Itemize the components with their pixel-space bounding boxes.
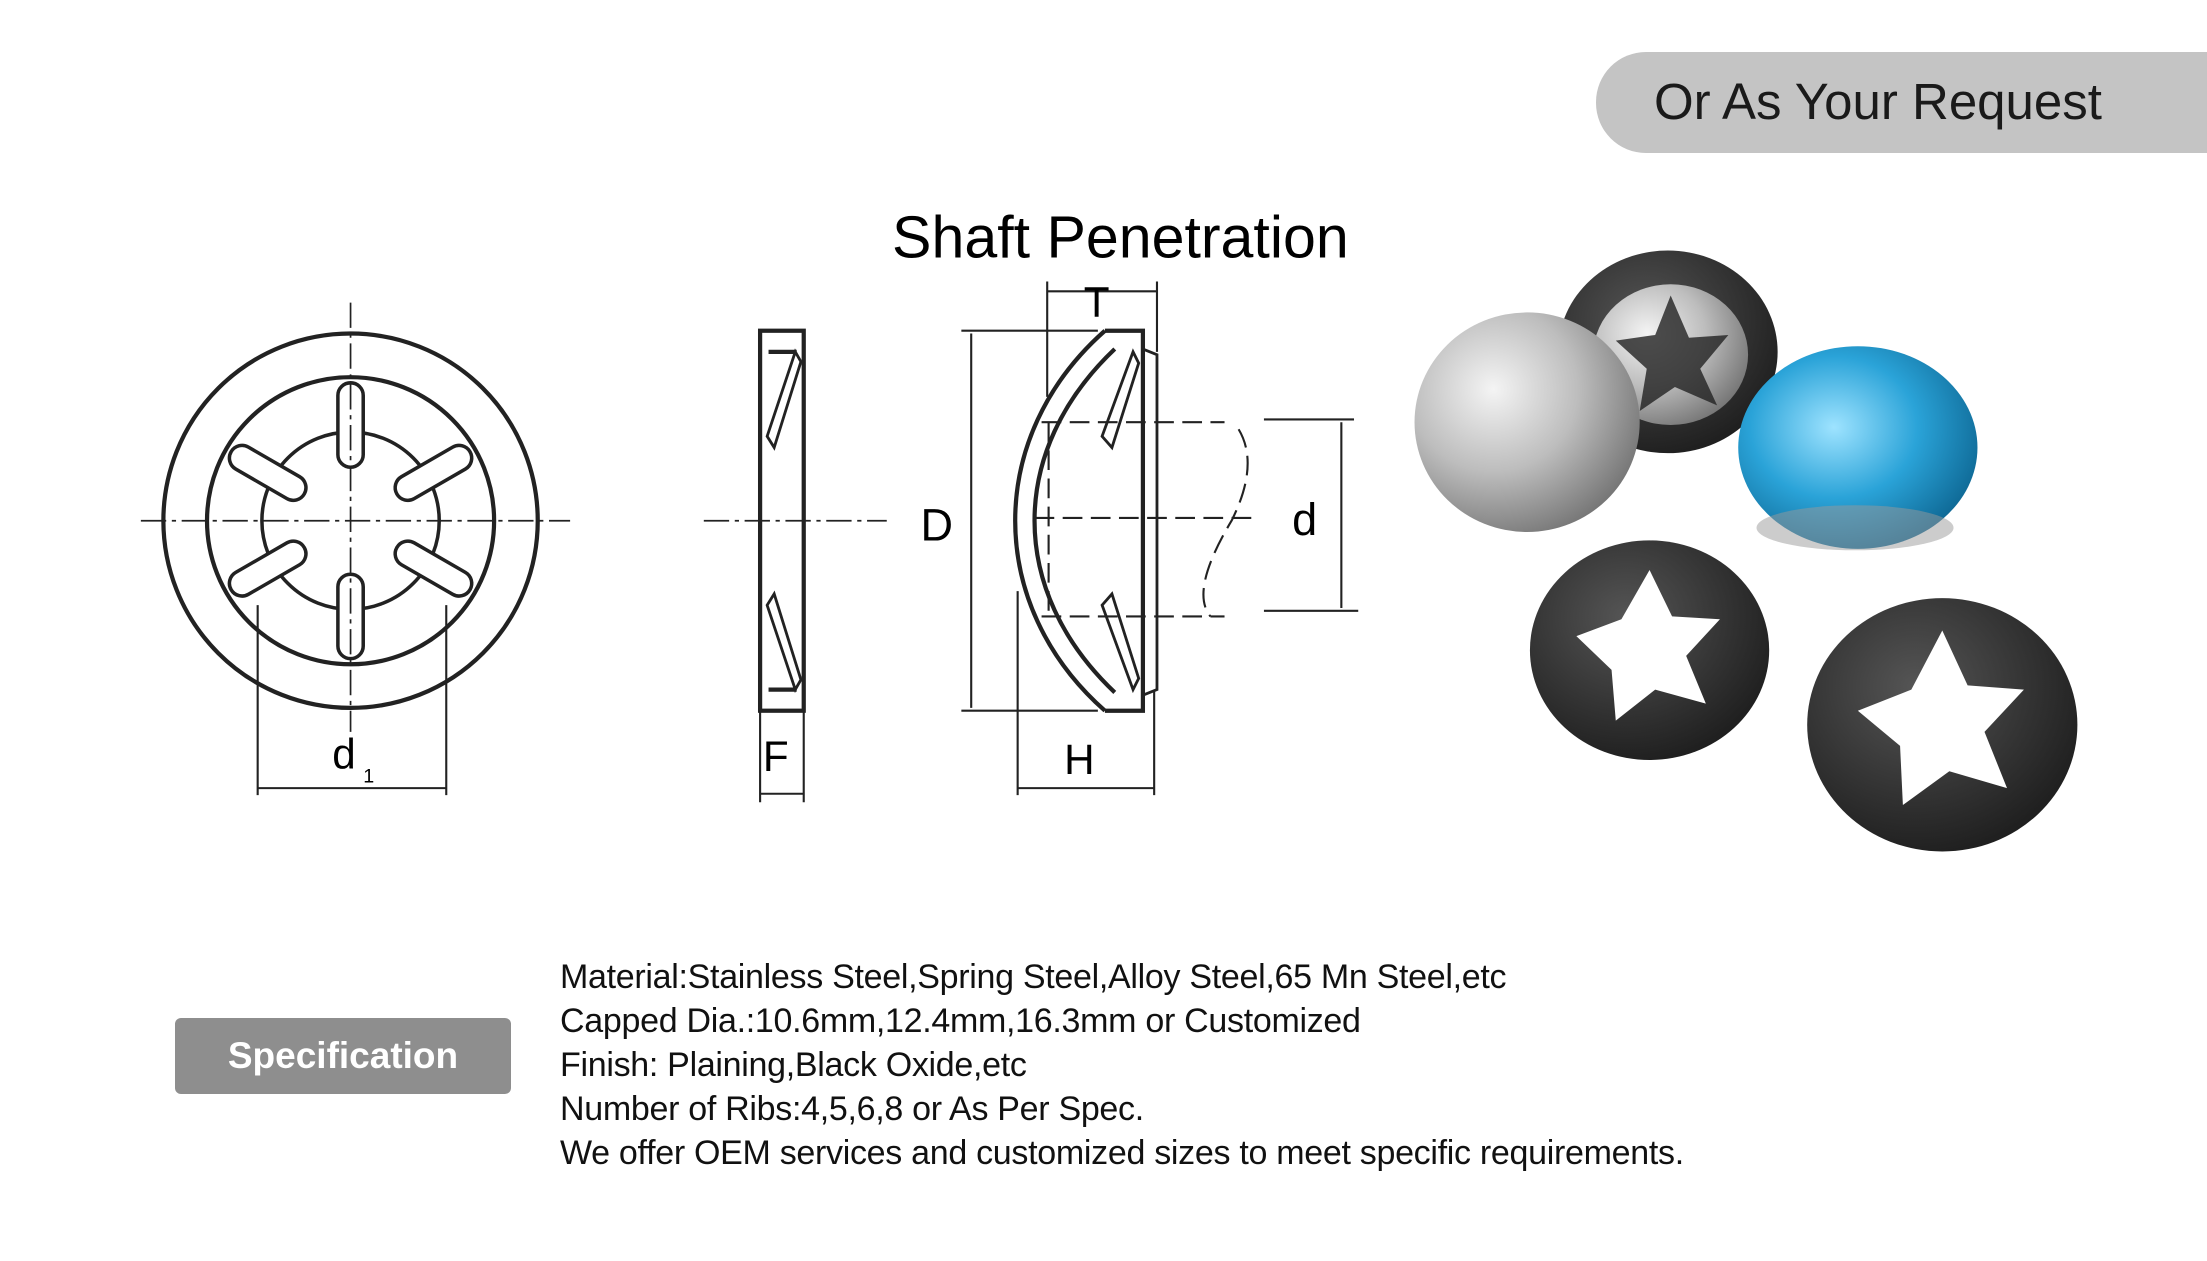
product-photo [1415, 251, 2078, 852]
side-view-drawing [704, 331, 887, 802]
specification-button[interactable]: Specification [175, 1018, 511, 1094]
diagram-title: Shaft Penetration [892, 203, 1349, 271]
label-d1: d [332, 730, 356, 778]
front-view-drawing [141, 303, 570, 796]
black-washer-large [1807, 598, 2077, 851]
label-d1-subscript: 1 [363, 765, 375, 788]
label-D: D [920, 499, 954, 551]
specification-list [560, 955, 1684, 1175]
label-H: H [1064, 736, 1095, 784]
label-F: F [762, 733, 789, 781]
label-d: d [1292, 493, 1318, 545]
spec-ribs: Number of Ribs:4,5,6,8 or As Per Spec. [560, 1090, 1144, 1128]
black-washer-small [1530, 540, 1769, 760]
spec-finish: Finish: Plaining,Black Oxide,etc [560, 1046, 1027, 1084]
spec-material: Material:Stainless Steel,Spring Steel,Alloy Steel,65 Mn Steel,etc [560, 958, 1507, 996]
spec-capped-diameter: Capped Dia.:10.6mm,12.4mm,16.3mm or Customized [560, 1002, 1361, 1040]
custom-request-banner [1596, 52, 2207, 153]
spec-oem-note: We offer OEM services and customized sizes to meet specific requirements. [560, 1134, 1684, 1172]
label-T: T [1083, 278, 1110, 326]
banner-label: Or As Your Request [1654, 73, 2102, 130]
